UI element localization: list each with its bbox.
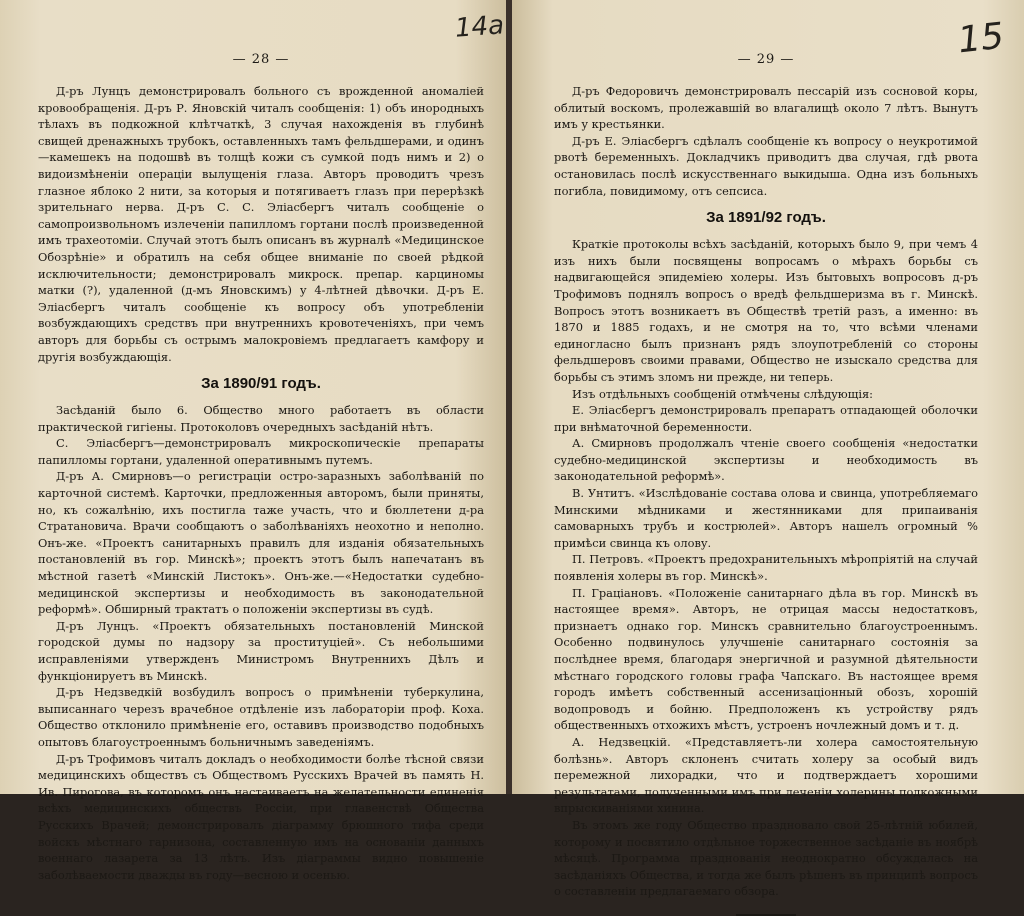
paragraph: Засѣданій было 6. Общество много работаетъ въ области практической гигіены. Протоколовъ очередныхъ засѣданій нѣтъ.: [38, 403, 484, 434]
paragraph: Въ этомъ же году Общество праздновало свой 25-лѣтній юбилей, которому и посвятило отдѣльное торжественное засѣданіе въ ноябрѣ мѣсяцѣ. Программа празднованія неоднократно обсуждалась на засѣданіяхъ Общества, и тогда же былъ рѣшенъ въ принципѣ вопросъ о составленіи предлагаемаго обзора.: [554, 817, 978, 899]
paragraph: П. Петровъ. «Проектъ предохранительныхъ мѣропріятій на случай появленія холеры въ гор. Минскѣ».: [554, 552, 978, 584]
left-page-body: [38, 83, 484, 883]
page-number: — 28 —: [232, 52, 290, 67]
right-page: [512, 0, 1024, 899]
paragraph: Д-ръ А. Смирновъ—о регистраціи остро-заразныхъ заболѣваній по карточной системѣ. Карточки, предложенныя авторомъ, были приняты, но, къ сожалѣнію, ихъ постигла таже участь, что и бюллетени д-ра Стратановича. Врачи сообщаютъ о заболѣваніяхъ неохотно и неполно. Онъ-же. «Проектъ санитарныхъ правилъ для изданія обязательныхъ постановленій въ гор. Минскѣ»; проектъ этотъ былъ напечатанъ въ мѣстной газетѣ «Минскій Листокъ». Онъ-же.—«Недостатки судебно-медицинской экспертизы и необходимость въ законодательной реформѣ». Обширный трактатъ о положеніи экспертизы въ судѣ.: [38, 469, 484, 617]
page-number: — 29 —: [737, 52, 795, 67]
paragraph: П. Граціановъ. «Положеніе санитарнаго дѣла въ гор. Минскѣ въ настоящее время». Авторъ, не отрицая массы недостатковъ, признаетъ однако гор. Минскъ сравнительно благоустроеннымъ. Особенно подвинулось улучшеніе санитарнаго состоянія за послѣднее время, благодаря энергичной и разумной дѣятельности мѣстнаго городского головы графа Чапскаго. Въ настоящее время городъ имѣетъ собственный ассенизаціонный обозъ, хорошій водопроводъ и бойню. Предположенъ къ устройству рядъ общественныхъ отхожихъ мѣстъ, устроенъ ночлежный домъ и т. д.: [554, 585, 978, 733]
section-title: За 1891/92 годъ.: [706, 209, 826, 227]
paragraph: Д-ръ Недзведкій возбудилъ вопросъ о примѣненіи туберкулина, выписаннаго черезъ врачебное отдѣленіе изъ лабораторіи проф. Коха. Общество отклонило примѣненіе его, оставивъ производство подобныхъ опытовъ благоустроеннымъ больничнымъ заведеніямъ.: [38, 685, 484, 749]
paragraph: Изъ отдѣльныхъ сообщеній отмѣчены слѣдующія:: [572, 386, 873, 401]
handwritten-page-mark-left: 14а: [454, 10, 506, 44]
section-title: За 1890/91 годъ.: [201, 375, 321, 393]
paragraph: Д-ръ Лунцъ демонстрировалъ больного съ врожденной аномаліей кровообращенія. Д-ръ Р. Яновскій читалъ сообщенія: 1) объ инородныхъ тѣлахъ въ подкожной клѣтчаткѣ, 3 случая нахожденія въ глубинѣ свищей дренажныхъ трубокъ, оставленныхъ тамъ фельдшерами, и одинъ—камешекъ на подошвѣ въ толщѣ кожи съ сумкой подъ нимъ и 2) о видоизмѣненіи операціи вылущенія глаза. Авторъ проводитъ чрезъ глазное яблоко 2 нити, за которыя и потягиваетъ глазъ при перерѣзкѣ зрительнаго нерва. Д-ръ С. С. Эліасбергъ читалъ сообщеніе о самопроизвольномъ излеченіи папилломъ гортани послѣ произведенной имъ трахеотоміи. Случай этотъ былъ описанъ въ журналѣ «Медицинское Обозрѣніе» и обратилъ на себя общее вниманіе по своей рѣдкой исключительности; демонстрировалъ микроск. препар. карциномы матки (?), удаленной (д-мъ Яновскимъ) у 4-лѣтней дѣвочки. Д-ръ Е. Эліасбергъ читалъ сообщеніе къ вопросу объ употребленіи возбуждающихъ средствъ при внутреннихъ кровотеченіяхъ, при чемъ авторъ для борьбы съ острымъ малокровіемъ предлагаетъ камфору и другія возбуждающія.: [38, 84, 484, 364]
handwritten-page-mark-right: 15: [955, 15, 1006, 62]
paragraph: Краткіе протоколы всѣхъ засѣданій, которыхъ было 9, при чемъ 4 изъ нихъ были посвящены вопросамъ о мѣрахъ борьбы съ надвигающейся эпидеміею холеры. Изъ бытовыхъ вопросовъ д-ръ Трофимовъ поднялъ вопросъ о вредѣ фельдшеризма въ г. Минскѣ. Вопросъ этотъ возникаетъ въ Обществѣ третій разъ, а именно: въ 1870 и 1885 годахъ, и не смотря на то, что всѣми членами единогласно былъ признанъ рядъ злоупотребленій со стороны фельдшеровъ своими правами, Общество не изыскало средства для борьбы съ этимъ зломъ ни прежде, ни теперь.: [554, 237, 978, 384]
paragraph: Д-ръ Е. Эліасбергъ сдѣлалъ сообщеніе къ вопросу о неукротимой рвотѣ беременныхъ. Докладчикъ приводитъ два случая, гдѣ рвота остановилась послѣ искусственнаго выкидыша. Одна изъ больныхъ погибла, повидимому, отъ сепсиса.: [554, 133, 978, 198]
paragraph: А. Недзвецкій. «Представляетъ-ли холера самостоятельную болѣзнь». Авторъ склоненъ считать холеру за особый видъ перемежной лихорадки, что и подтверждаетъ хорошими результатами, полученными имъ при леченіи холерины подкожными впрыскиваніями хинина.: [554, 734, 978, 816]
paragraph: Д-ръ Трофимовъ читалъ докладъ о необходимости болѣе тѣсной связи медицинскихъ обществъ съ Обществомъ Русскихъ Врачей въ память Н. Ив. Пирогова, въ которомъ онъ настаиваетъ на желательности единенія всѣхъ медицинскихъ обществъ Россіи, при главенствѣ Общества Русскихъ Врачей; демонстрировалъ діаграмму брюшного тифа среди войскъ мѣстнаго гарнизона, составленную имъ на основаніи данныхъ военнаго лазарета за 13 лѣтъ. Изъ діаграммы видно повышеніе заболѣваемости дважды въ году—весною и осенью.: [38, 751, 484, 882]
paragraph: А. Смирновъ продолжалъ чтеніе своего сообщенія «недостатки судебно-медицинской экспертизы и необходимость въ законодательной реформѣ».: [554, 436, 978, 484]
paragraph: В. Унтитъ. «Изслѣдованіе состава олова и свинца, употребляемаго Минскими мѣдниками и жестянниками для припаиванія самоварныхъ трубъ и кострюлей». Авторъ нашелъ огромный % примѣси свинца къ олову.: [554, 486, 978, 550]
left-page: [0, 0, 506, 882]
paragraph: С. Эліасбергъ—демонстрировалъ микроскопическіе препараты папилломы гортани, удаленной оперативнымъ путемъ.: [38, 436, 484, 467]
right-page-body: [554, 83, 978, 916]
paragraph: Д-ръ Лунцъ. «Проектъ обязательныхъ постановленій Минской городской думы по надзору за проституціей». Съ небольшими исправленіями утвержденъ Министромъ Внутреннихъ Дѣлъ и функціонируетъ въ Минскѣ.: [38, 618, 484, 683]
paragraph: Е. Эліасбергъ демонстрировалъ препаратъ отпадающей оболочки при внѣматочной беременности.: [554, 403, 978, 434]
paragraph: Д-ръ Федоровичъ демонстрировалъ пессарій изъ сосновой коры, облитый воскомъ, пролежавшій во влагалищѣ около 7 лѣтъ. Вынутъ имъ у крестьянки.: [554, 84, 978, 132]
